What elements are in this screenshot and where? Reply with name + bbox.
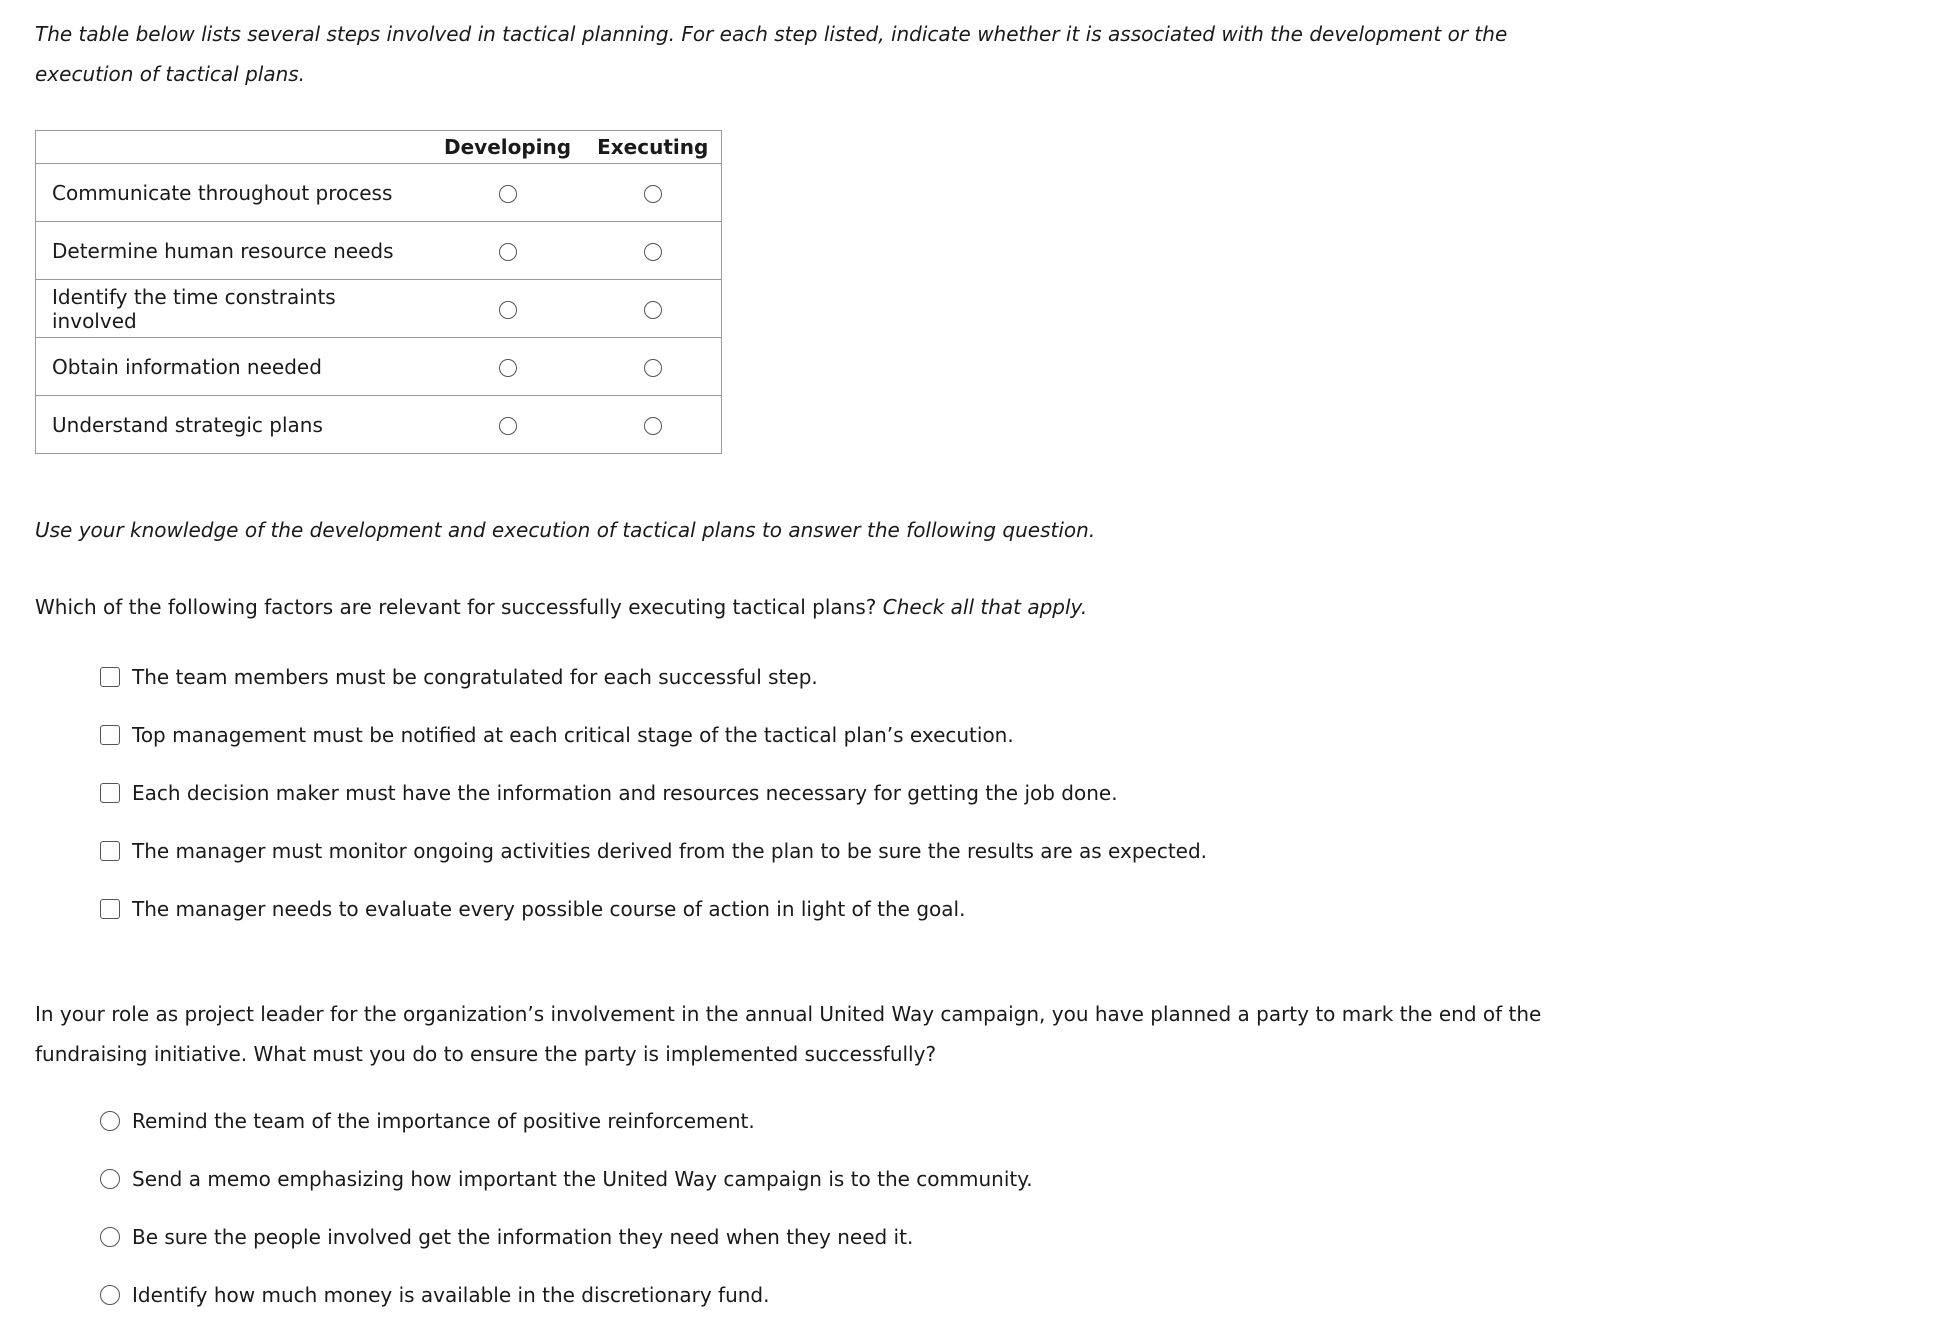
question-1-instruction: Check all that apply.: [882, 595, 1088, 619]
radio-cell-executing: [584, 280, 722, 338]
table-row: [36, 338, 722, 396]
checkbox[interactable]: [100, 783, 120, 803]
section-intro-text: Use your knowledge of the development and execution of tactical plans to answer the following question.: [35, 518, 1096, 542]
table-row: [36, 222, 722, 280]
checkbox-option[interactable]: [100, 706, 1895, 764]
question-page: [35, 14, 1895, 1324]
option-label: Each decision maker must have the information and resources necessary for getting the job done.: [132, 781, 1118, 805]
step-label: Identify the time constraints involved: [36, 280, 432, 338]
checkbox-option[interactable]: [100, 764, 1895, 822]
option-label: The manager must monitor ongoing activities derived from the plan to be sure the results are as expected.: [132, 839, 1208, 863]
radio-button[interactable]: [100, 1285, 120, 1305]
checkbox-option[interactable]: [100, 822, 1895, 880]
radio-button[interactable]: [100, 1111, 120, 1131]
option-label: Send a memo emphasizing how important the United Way campaign is to the community.: [132, 1167, 1033, 1191]
table-row: [36, 164, 722, 222]
question-1-prompt: [35, 593, 1895, 621]
question-1-options: [100, 648, 1895, 938]
table-row: [36, 280, 722, 338]
radio-button[interactable]: [100, 1169, 120, 1189]
radio-option[interactable]: [100, 1150, 1895, 1208]
radio-executing[interactable]: [644, 301, 662, 319]
radio-executing[interactable]: [644, 185, 662, 203]
radio-option[interactable]: [100, 1092, 1895, 1150]
matching-table: [35, 130, 722, 454]
option-label: Top management must be notified at each critical stage of the tactical plan’s execution.: [132, 723, 1014, 747]
checkbox[interactable]: [100, 841, 120, 861]
radio-cell-executing: [584, 222, 722, 280]
radio-cell-executing: [584, 338, 722, 396]
radio-developing[interactable]: [499, 359, 517, 377]
step-label: Obtain information needed: [36, 338, 432, 396]
radio-option[interactable]: [100, 1208, 1895, 1266]
radio-cell-developing: [431, 396, 584, 454]
radio-developing[interactable]: [499, 243, 517, 261]
checkbox-option[interactable]: [100, 648, 1895, 706]
option-label: Identify how much money is available in the discretionary fund.: [132, 1283, 770, 1307]
checkbox[interactable]: [100, 725, 120, 745]
column-header-developing: Developing: [431, 131, 584, 164]
column-header-executing: Executing: [584, 131, 722, 164]
table-header-row: [36, 131, 722, 164]
radio-cell-developing: [431, 338, 584, 396]
intro-text: The table below lists several steps involved in tactical planning. For each step listed, indicate whether it is associated with the development or the execution of tactical plans.: [35, 22, 1508, 86]
radio-executing[interactable]: [644, 359, 662, 377]
radio-developing[interactable]: [499, 417, 517, 435]
radio-cell-executing: [584, 396, 722, 454]
step-label: Communicate throughout process: [36, 164, 432, 222]
radio-executing[interactable]: [644, 243, 662, 261]
question-1-text: Which of the following factors are relevant for successfully executing tactical plans?: [35, 595, 877, 619]
radio-developing[interactable]: [499, 301, 517, 319]
radio-cell-developing: [431, 164, 584, 222]
checkbox[interactable]: [100, 899, 120, 919]
radio-cell-developing: [431, 222, 584, 280]
radio-button[interactable]: [100, 1227, 120, 1247]
checkbox[interactable]: [100, 667, 120, 687]
step-label: Understand strategic plans: [52, 412, 323, 437]
option-label: Be sure the people involved get the information they need when they need it.: [132, 1225, 914, 1249]
option-label: Remind the team of the importance of positive reinforcement.: [132, 1109, 755, 1133]
checkbox-option[interactable]: [100, 880, 1895, 938]
option-label: The manager needs to evaluate every possible course of action in light of the goal.: [132, 897, 966, 921]
header-blank: [36, 131, 432, 164]
question-2-options: [100, 1092, 1895, 1324]
radio-developing[interactable]: [499, 185, 517, 203]
table-row: [36, 396, 722, 454]
radio-cell-executing: [584, 164, 722, 222]
radio-executing[interactable]: [644, 417, 662, 435]
radio-cell-developing: [431, 280, 584, 338]
radio-option[interactable]: [100, 1266, 1895, 1324]
option-label: The team members must be congratulated for each successful step.: [132, 665, 818, 689]
step-label: Determine human resource needs: [36, 222, 432, 280]
question-2-text: In your role as project leader for the organization’s involvement in the annual United Way campaign, you have planned a party to mark the end of the fundraising initiative. What must you do to ensure the party is implemented successfully?: [35, 1002, 1542, 1066]
